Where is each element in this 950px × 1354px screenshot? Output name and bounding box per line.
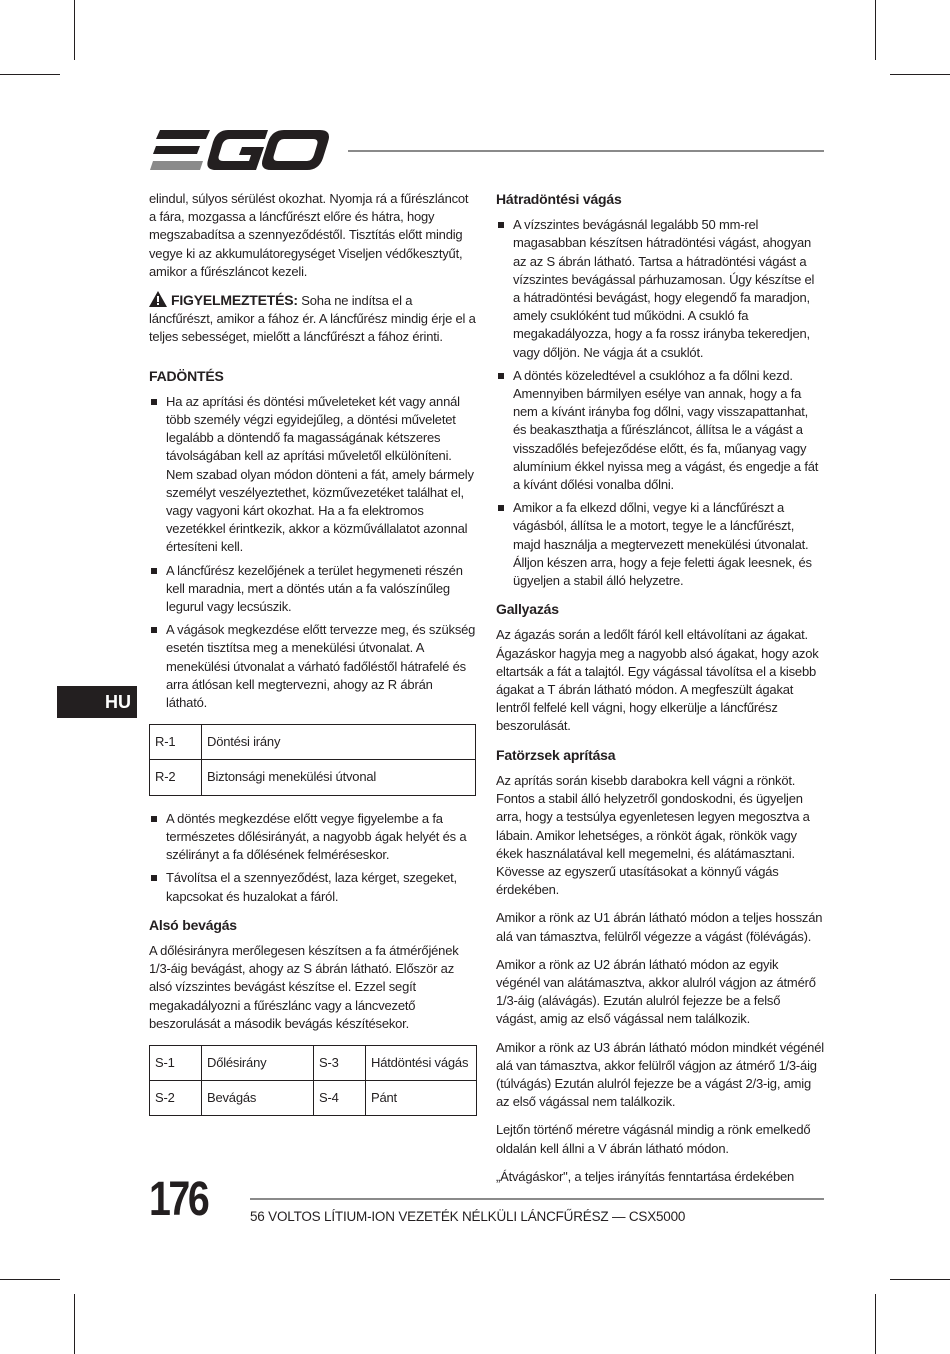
crop-mark xyxy=(890,1279,950,1280)
table-row xyxy=(150,1045,477,1080)
crop-mark xyxy=(875,0,876,60)
bucking-paragraph: Amikor a rönk az U3 ábrán látható módon mindkét végénél alá van támasztva, akkor felülről vágjon az átmérő 1/3-áig (túlvágás) Ezután alulról fejezze be a vágást 2/3-ig, amig az első vágással nem találkozik. xyxy=(496,1039,824,1110)
list-item: A döntés közeledtével a csuklóhoz a fa dőlni kezd. Amennyiben bármilyen esélye van annak, hogy a fa nem a kívánt irányba fog dőlni, vagy visszapattanhat, és beakaszthatja a fűrészláncot, állítsa le a vágást a visszadőlés befejeződése előtt, és fa, műanyag vagy alumínium ékkel nyissa meg a vágást, és engedje a fát a kívánt dőlési vonalba dőlni. xyxy=(496,367,824,494)
bucking-paragraph: Lejtőn történő méretre vágásnál mindig a rönk emelkedő oldalán kell állni a V ábrán látható módon. xyxy=(496,1122,811,1156)
lower-cut-heading: Alsó bevágás xyxy=(149,916,237,933)
table-cell-label: Bevágás xyxy=(202,1081,314,1116)
crop-mark xyxy=(74,0,75,60)
table-cell-label: Pánt xyxy=(366,1081,477,1116)
page-number: 176 xyxy=(149,1173,208,1226)
table-cell-code: S-4 xyxy=(314,1081,366,1116)
warning-label: FIGYELMEZTETÉS: xyxy=(171,292,298,309)
r-legend-table xyxy=(149,724,476,795)
crop-mark xyxy=(0,74,60,75)
limbing-heading: Gallyazás xyxy=(496,601,559,618)
lower-cut-paragraph: A dőlésirányra merőlegesen készítsen a fa átmérőjének 1/3-áig bevágást, ahogy az S ábrán látható. Először az alsó vízszintes bevágást készítse el. Ezzel segít megakadályozni a fűrészlánc vagy a láncvezető beszorulását a második bevágás készítésekor. xyxy=(149,942,459,1031)
list-item: A vízszintes bevágásnál legalább 50 mm-rel magasabban készítsen hátradöntési vágást, ahogyan az az S ábrán látható. Tartsa a hátradöntési vágást a vízszintes bevágással párhuzamosan. Úgy készítse el a hátradöntési bevágást, hogy elegendő fa maradjon, amely csuklóként tud működni. A csukló fa megakadályozza, hogy a fa rossz irányba tekeredjen, vagy dőljön. Ne vágja át a csuklót. xyxy=(496,216,824,362)
language-tab: HU xyxy=(57,686,137,718)
right-column xyxy=(496,190,824,1196)
back-cut-heading: Hátradöntési vágás xyxy=(496,191,622,207)
bucking-heading: Fatörzsek aprítása xyxy=(496,746,616,763)
warning-text: Soha ne indítsa el a láncfűrészt, amikor a fához ér. A láncfűrész mindig érje el a teljes sebességet, mielőtt a láncfűrészt a fához érinti. xyxy=(149,293,476,345)
bullet-icon xyxy=(498,373,504,379)
table-cell-label: Biztonsági menekülési útvonal xyxy=(202,760,476,795)
crop-mark xyxy=(0,1279,60,1280)
crop-mark xyxy=(890,74,950,75)
list-item: A vágások megkezdése előtt tervezze meg, és szükség esetén tisztítsa meg a menekülési útvonalat. A menekülési útvonalat a várható fadőléstől hátrafelé és arra átlósan kell megtervezni, ahogy az R ábrán látható. xyxy=(149,621,477,712)
bullet-icon xyxy=(151,816,157,822)
limbing-paragraph: Az ágazás során a ledőlt fáról kell eltávolítani az ágakat. Ágazáskor hagyja meg a nagyobb alsó ágakat, hogy azok eltartsák a fát a talajtól. Egy vágással távolítsa el a kisebb ágakat a T ábrán látható módon. A megfeszült ágakat lentről felfelé kell vágni, hogy elkerülje a láncfűrész beszorulását. xyxy=(496,627,819,734)
bucking-paragraph: Az aprítás során kisebb darabokra kell vágni a rönköt. Fontos a stabil álló helyzetről gondoskodni, és ügyeljen arra, hogy a testsúlya egyenletesen legyen megosztva a lábain. Amikor lehetséges, a rönköt ágak, rönkök vagy ékek használatával kell megemelni, és alátámasztani. Kövesse az egyszerű utasításokat a könnyű vágás érdekében. xyxy=(496,772,810,898)
felling-heading: FADÖNTÉS xyxy=(149,367,224,384)
table-row xyxy=(150,760,476,795)
table-cell-code: S-3 xyxy=(314,1045,366,1080)
left-column xyxy=(149,190,477,1130)
crop-mark xyxy=(875,1294,876,1354)
bucking-paragraph: „Átvágáskor", a teljes irányítás fenntartása érdekében xyxy=(496,1168,795,1184)
bucking-paragraph: Amikor a rönk az U1 ábrán látható módon a teljes hosszán alá van támasztva, felülről végezze a vágást (fölévágás). xyxy=(496,910,823,944)
list-item: Ha az aprítási és döntési műveleteket két vagy annál több személy végzi egyidejűleg, a döntési műveletet legalább a döntendő fa magasságának kétszeres távolságában kell az aprítási műveletől elkülöníteni. Nem szabad olyan módon dönteni a fát, amely bármely személyt veszélyeztethet, közművezetéket találhat el, vagy vagyoni kárt okozhat. Ha a fa elektromos vezetékkel érintkezik, akkor a közművállalatot azonnal értesíteni kell. xyxy=(149,393,477,557)
ego-logo xyxy=(150,130,332,172)
bullet-icon xyxy=(151,627,157,633)
table-cell-code: R-2 xyxy=(150,760,202,795)
bullet-icon xyxy=(498,222,504,228)
bullet-icon xyxy=(151,399,157,405)
table-cell-label: Hátdöntési vágás xyxy=(366,1045,477,1080)
s-legend-table xyxy=(149,1045,477,1116)
footer-rule xyxy=(250,1198,824,1200)
list-item: A láncfűrész kezelőjének a terület hegymeneti részén kell maradnia, mert a döntés után a fa valószínűleg legurul vagy lecsúszik. xyxy=(149,562,477,617)
bullet-icon xyxy=(151,875,157,881)
warning-paragraph xyxy=(149,291,477,347)
table-cell-code: R-1 xyxy=(150,725,202,760)
list-item: Távolítsa el a szennyeződést, laza kérget, szegeket, kapcsokat és huzalokat a fáról. xyxy=(149,869,477,905)
table-row xyxy=(150,725,476,760)
table-cell-label: Döntési irány xyxy=(202,725,476,760)
table-row xyxy=(150,1081,477,1116)
bullet-icon xyxy=(498,505,504,511)
footer-product-line: 56 VOLTOS LÍTIUM-ION VEZETÉK NÉLKÜLI LÁNCFŰRÉSZ — CSX5000 xyxy=(250,1209,686,1224)
back-cut-list xyxy=(496,216,824,590)
table-cell-label: Dőlésirány xyxy=(202,1045,314,1080)
table-cell-code: S-2 xyxy=(150,1081,202,1116)
intro-paragraph: elindul, súlyos sérülést okozhat. Nyomja rá a fűrészláncot a fára, mozgassa a láncfűrészt előre és hátra, hogy megszabadítsa a szennyeződéstől. Tisztítás előtt mindig vegye ki az akkumulátoregységet Viseljen védőkesztyűt, amikor a fűrészláncot kezeli. xyxy=(149,191,469,279)
list-item: A döntés megkezdése előtt vegye figyelembe a fa természetes dőlésirányát, a nagyobb ágak helyét és a szélirányt a fa dőlésének felméréseskor. xyxy=(149,810,477,865)
table-cell-code: S-1 xyxy=(150,1045,202,1080)
bullet-icon xyxy=(151,568,157,574)
list-item: Amikor a fa elkezd dőlni, vegye ki a láncfűrészt a vágásból, állítsa le a motort, tegye le a láncfűrészt, majd használja a megtervezett menekülési útvonalat. Álljon készen arra, hogy a feje feletti ágak leesnek, és ügyeljen a stabil álló helyzetre. xyxy=(496,499,824,590)
header-rule xyxy=(348,150,824,152)
felling-list-2 xyxy=(149,810,477,906)
crop-mark xyxy=(74,1294,75,1354)
warning-triangle-icon xyxy=(149,291,167,307)
felling-list xyxy=(149,393,477,712)
bucking-paragraph: Amikor a rönk az U2 ábrán látható módon az egyik végénél van alátámasztva, akkor alulról vágjon az átmérő 1/3-áig (alávágás). Ezután alulról fejezze be a felső vágást, amig az első vágással nem találkozik. xyxy=(496,956,816,1027)
